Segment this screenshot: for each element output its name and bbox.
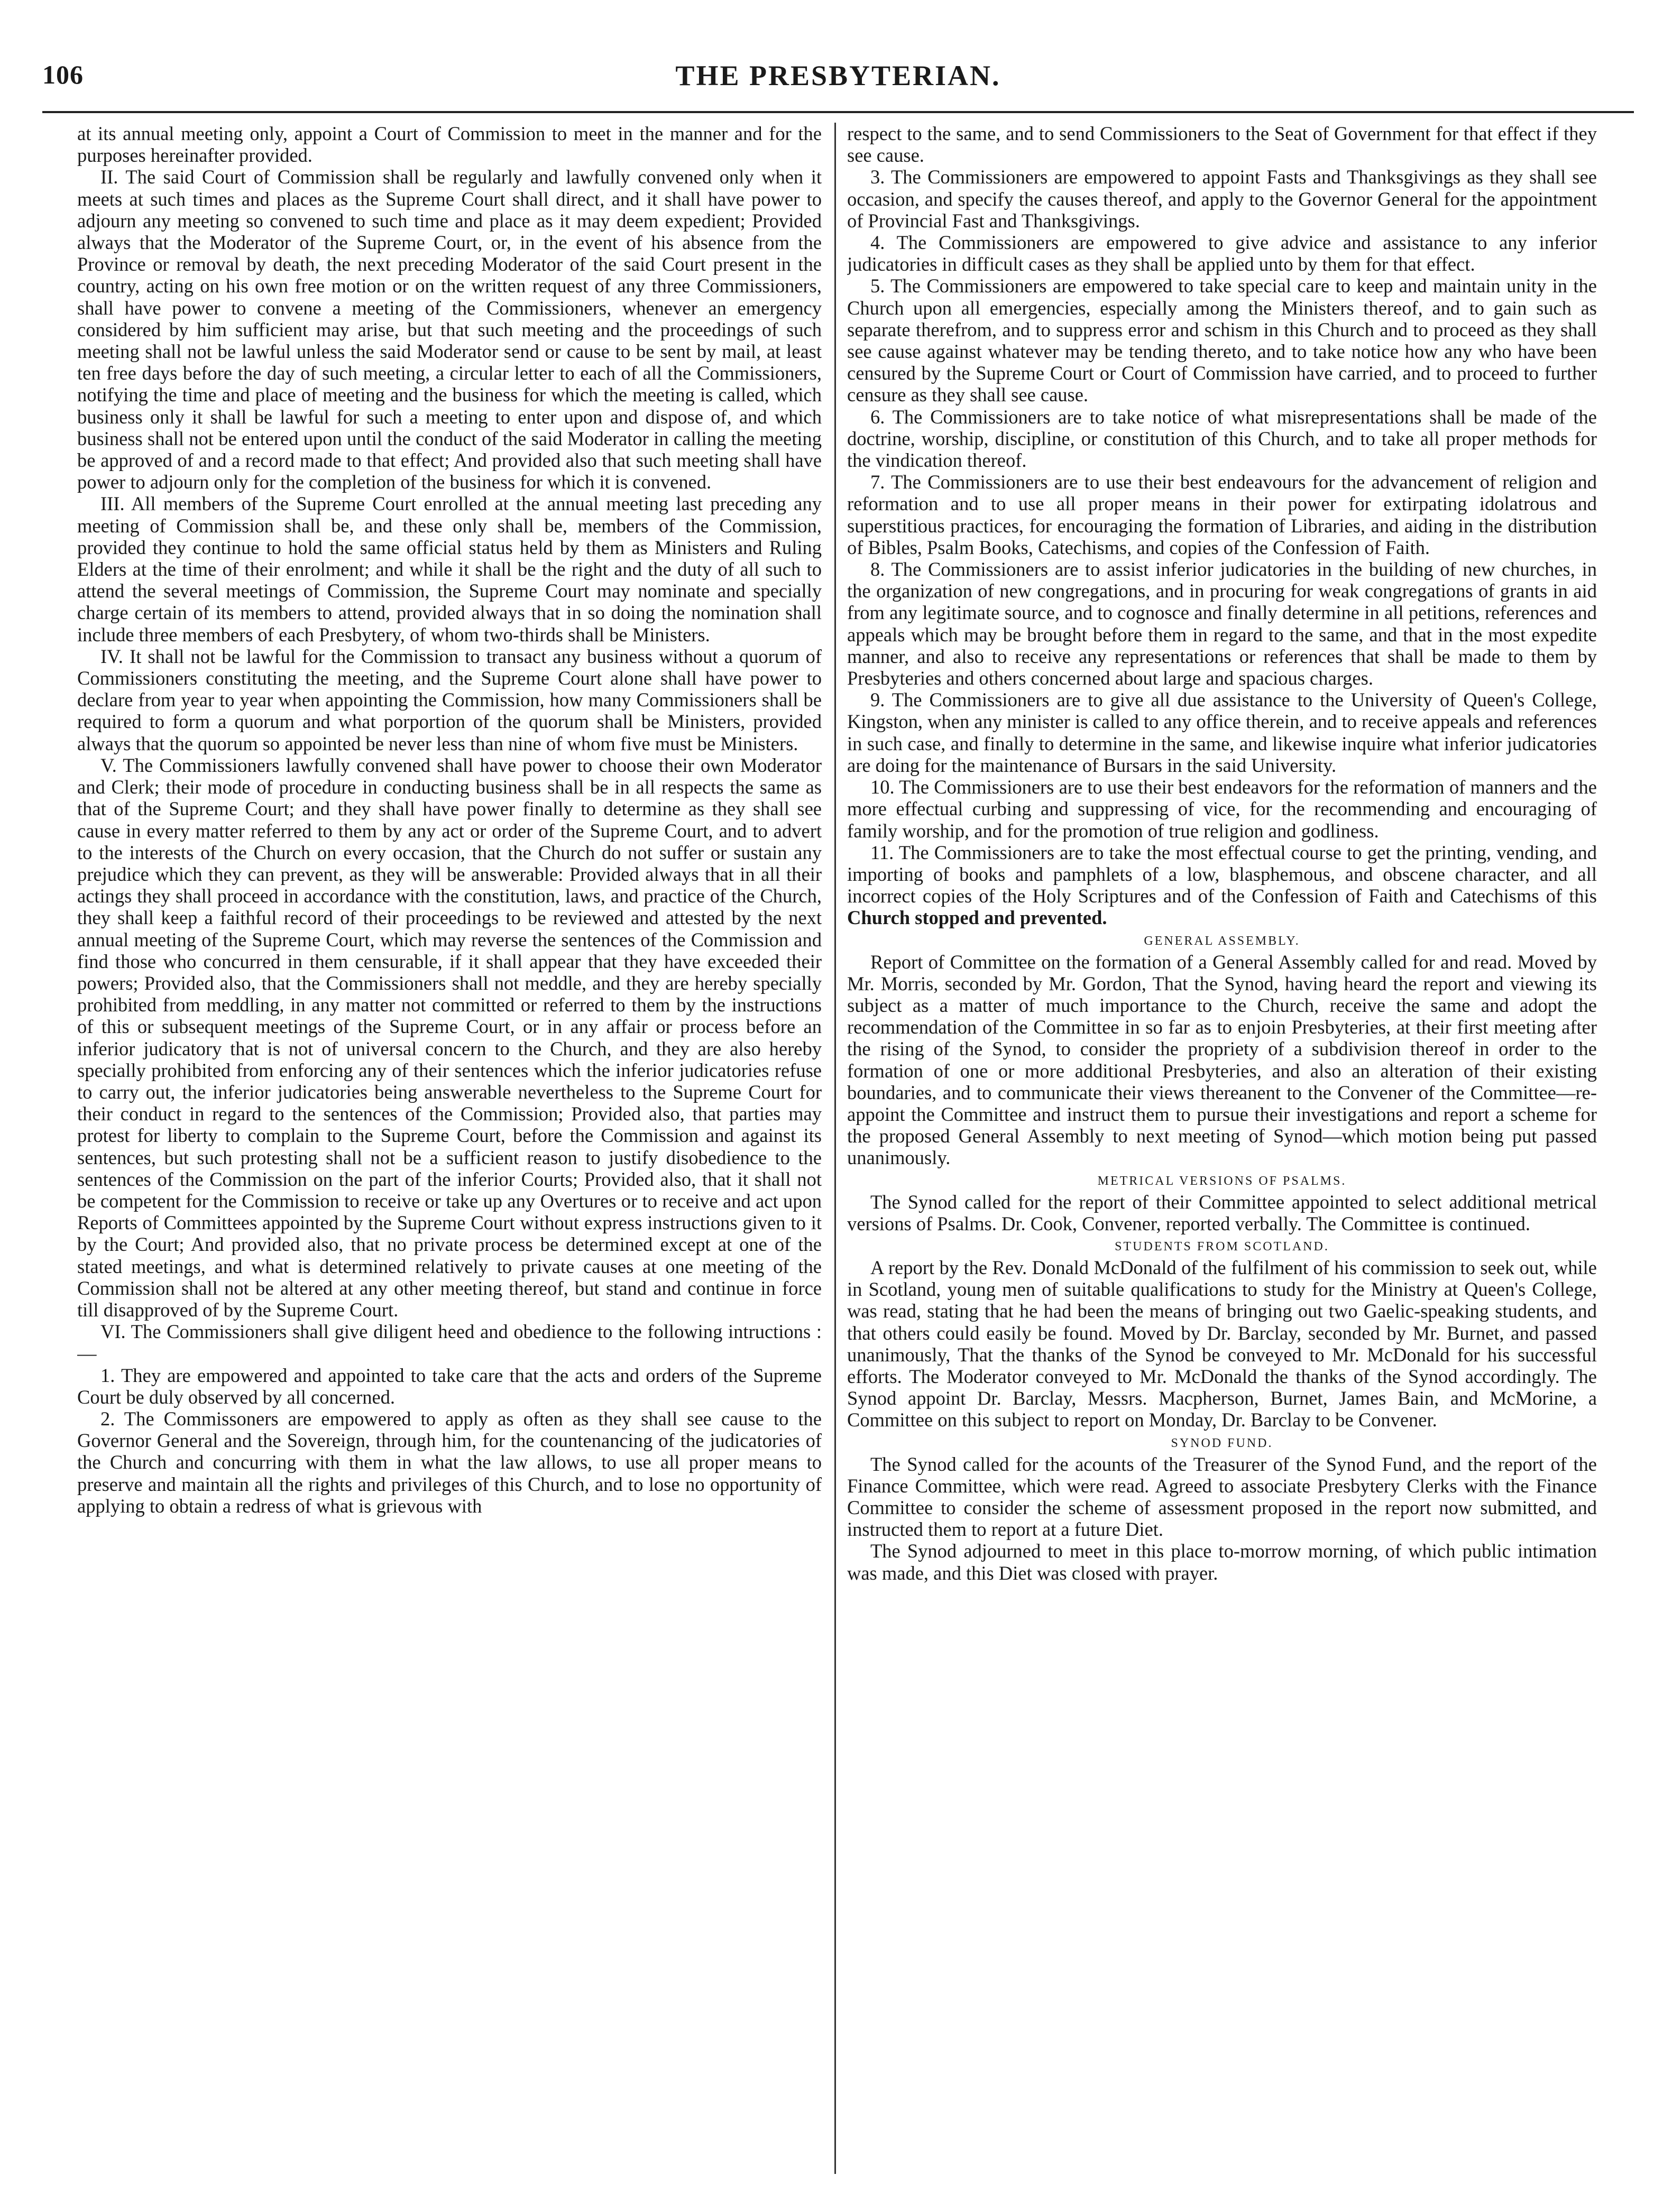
page-number: 106 — [42, 60, 84, 89]
instruction-6: 6. The Commissioners are to take notice of what misrepresentations shall be made of the doctrine, worship, discipline, or constitution of this Church, and to take all proper methods for the vindication thereof. — [847, 405, 1597, 472]
right-column — [847, 123, 1597, 2174]
instruction-10: 10. The Commissioners are to use their best endeavors for the reformation of manners and the more effectual curbing and suppressing of vice, for the recommending and encouraging of family worship, and for the promotion of true religion and godliness. — [847, 776, 1597, 842]
section-text-metrical-psalms: The Synod called for the report of their Committee appointed to select additional metrical versions of Psalms. Dr. Cook, Convener, reported verbally. The Committee is continued. — [847, 1191, 1597, 1234]
running-title: THE PRESBYTERIAN. — [675, 60, 1001, 91]
article-v: V. The Commissioners lawfully convened shall have power to choose their own Moderator and Clerk; their mode of procedure in conducting business shall be in all respects the same as that of the Supreme Court; and they shall have power finally to determine as they shall see cause in every matter referred to them by any act or order of the Supreme Court, and to advert to the interests of the Church on every occasion, that the Church do not suffer or sustain any prejudice which they can prevent, as they will be answerable: Provided always that in all their actings they shall proceed in accordance with the constitution, laws, and practice of the Church, they shall keep a faithful record of their proceedings to be reviewed and attested by the next annual meeting of the Supreme Court, which may reverse the sentences of the Commission and find those who concurred in them censurable, if it shall appear that they have exceeded their powers; Provided also, that the Commissioners shall not meddle, and they are hereby specially prohibited from meddling, in any matter not committed or referred to them by the instructions of this or subsequent meetings of the Supreme Court, or in any affair or process before an inferior judicatory that is not of universal concern to the Church, and they are also hereby specially prohibited from enforcing any of their sentences which the inferior judicatories refuse to carry out, the inferior judicatories being answerable nevertheless to the Supreme Court for their conduct in regard to the sentences of the Commission; Provided also, that parties may protest for liberty to complain to the Supreme Court, before the Commission and against its sentences, but such protesting shall not be a sufficient reason to justify disobedience to the sentences of the Commission on the part of the inferior Courts; Provided also, that it shall not be competent for the Commission to receive or take up any Overtures or to receive and act upon Reports of Committees appointed by the Supreme Court without express instructions given to it by the Court; And provided also, that no private process be determined except at one of the stated meetings, and what is determined relatively to private causes at one meeting of the Commission shall not be altered at any other meeting thereof, but stand and continue in force till disapproved of by the Supreme Court. — [77, 754, 822, 1321]
section-text-general-assembly: Report of Committee on the formation of a General Assembly called for and read. Moved by Mr. Morris, seconded by Mr. Gordon, That the Synod, having heard the report and viewing its subject as a matter of much importance to the Church, receive the same and adopt the recommendation of the Committee in so far as to enjoin Presbyteries, at their first meeting after the rising of the Synod, to consider the propriety of a subdivision thereof in order to the formation of one or more additional Presbyteries, and also an alteration of their existing boundaries, and to communicate their views thereanent to the Convener of the Committee—re-appoint the Committee and instruct them to pursue their investigations and report a scheme for the proposed General Assembly to next meeting of Synod—which motion being put passed unanimously. — [847, 951, 1597, 1169]
instruction-2-continued: respect to the same, and to send Commissioners to the Seat of Government for that effect if they see cause. — [847, 123, 1597, 167]
section-text-students: A report by the Rev. Donald McDonald of the fulfilment of his commission to seek out, while in Scotland, young men of suitable qualifications to study for the Ministry at Queen's College, was read, stating that he had been the means of bringing out two Gaelic-speaking students, and that others could easily be found. Moved by Dr. Barclay, seconded by Mr. Burnet, and passed unanimously, That the thanks of the Synod be conveyed to Mr. McDonald for his successful efforts. The Moderator conveyed to Mr. McDonald the thanks of the Synod accordingly. The Synod appoint Dr. Barclay, Messrs. Macpherson, Burnet, James Bain, and McMorine, a Committee on this subject to report on Monday, Dr. Barclay to be Convener. — [847, 1256, 1597, 1431]
section-heading-metrical-psalms: METRICAL VERSIONS OF PSALMS. — [1097, 1174, 1347, 1188]
column-divider — [834, 123, 836, 2174]
article-vi: VI. The Commissioners shall give diligent heed and obedience to the following intructions :— — [77, 1321, 822, 1365]
instruction-11 — [847, 842, 1597, 929]
instruction-8: 8. The Commissioners are to assist inferior judicatories in the building of new churches, in the organization of new congregations, and in procuring for weak congregations of grants in aid from any legitimate source, and to cognosce and finally determine in all petitions, references and appeals which may be brought before them in regard to the same, and that in the most expedite manner, and also to receive any representations or references that shall be made to them by Presbyteries and others concerned about large and spacious charges. — [847, 558, 1597, 689]
instruction-4: 4. The Commissioners are empowered to give advice and assistance to any inferior judicatories in difficult cases as they shall be applied unto by them for that effect. — [847, 232, 1597, 275]
instruction-3: 3. The Commissioners are empowered to appoint Fasts and Thanksgivings as they shall see occasion, and specify the causes thereof, and apply to the Governor General for the appointment of Provincial Fast and Thanksgivings. — [847, 166, 1597, 232]
header-rule — [42, 111, 1634, 113]
page-header — [42, 59, 1634, 102]
article-ii: II. The said Court of Commission shall be regularly and lawfully convened only when it meets at such times and places as the Supreme Court shall direct, and it shall have power to adjourn any meeting so convened to such time and place as it may deem expedient; Provided always that the Moderator of the Supreme Court, or, in the event of his absence from the Province or removal by death, the next preceding Moderator of the said Court present in the country, acting on his own free motion or on the written request of any three Commissioners, shall have power to convene a meeting of the Commissioners, whenever an emergency considered by him sufficient may arise, but that such meeting and the proceedings of such meeting shall not be lawful unless the said Moderator send or cause to be sent by mail, at least ten free days before the day of such meeting, a circular letter to each of all the Commissioners, notifying the time and place of meeting and the business for which the meeting is called, which business only it shall be lawful for such a meeting to enter upon and dispose of, and which business shall not be entered upon until the conduct of the said Moderator in calling the meeting be approved of and a record made to that effect; And provided also that such meeting shall have power to adjourn only for the completion of the business for which it is convened. — [77, 166, 822, 493]
instruction-1: 1. They are empowered and appointed to take care that the acts and orders of the Supreme Court be duly observed by all concerned. — [77, 1364, 822, 1408]
instruction-5: 5. The Commissioners are empowered to take special care to keep and maintain unity in the Church upon all emergencies, especially among the Ministers thereof, and to gain such as separate therefrom, and to suppress error and schism in this Church and to proceed as they shall see cause against whatever may be tending thereto, and to take notice how any who have been censured by the Supreme Court or Court of Commission have carried, and to proceed to further censure as they shall see cause. — [847, 275, 1597, 406]
article-iii: III. All members of the Supreme Court enrolled at the annual meeting last preceding any meeting of Commission shall be, and these only shall be, members of the Commission, provided they continue to hold the same official status held by them as Ministers and Ruling Elders at the time of their enrolment; and while it shall be the right and the duty of all such to attend the several meetings of Commission, the Supreme Court may nominate and specially charge certain of its members to attend, provided always that in so doing the nomination shall include three members of each Presbytery, of whom two-thirds shall be Ministers. — [77, 493, 822, 646]
section-heading-general-assembly: GENERAL ASSEMBLY. — [1144, 934, 1300, 948]
section-heading-synod-fund: SYNOD FUND. — [1171, 1436, 1273, 1450]
instruction-11-bold: Church stopped and prevented. — [847, 907, 1107, 929]
article-iv: IV. It shall not be lawful for the Commission to transact any business without a quorum of Commissioners constituting the meeting, and the Supreme Court alone shall have power to declare from year to year when appointing the Commission, how many Commissioners shall be required to form a quorum and what porportion of the quorum shall be Ministers, provided always that the quorum so appointed be never less than nine of whom five must be Ministers. — [77, 645, 822, 754]
instruction-11-text: 11. The Commissioners are to take the most effectual course to get the printing, vending, and importing of books and pamphlets of a low, blasphemous, and obscene character, and all incorrect copies of the Holy Scriptures and of the Confession of Faith and Catechisms of this — [847, 841, 1597, 907]
section-text-synod-fund: The Synod called for the acounts of the Treasurer of the Synod Fund, and the report of the Finance Committee, which were read. Agreed to associate Presbytery Clerks with the Finance Committee to consider the scheme of assessment proposed in the report now submitted, and instructed them to report at a future Diet. — [847, 1453, 1597, 1541]
left-paragraph: at its annual meeting only, appoint a Court of Commission to meet in the manner and for the purposes hereinafter provided. — [77, 123, 822, 167]
instruction-7: 7. The Commissioners are to use their best endeavours for the advancement of religion and reformation and to use all proper means in their power for extirpating idolatrous and superstitious practices, for encouraging the formation of Libraries, and aiding in the distribution of Bibles, Psalm Books, Catechisms, and copies of the Confession of Faith. — [847, 471, 1597, 558]
closing-paragraph: The Synod adjourned to meet in this place to-morrow morning, of which public intimation was made, and this Diet was closed with prayer. — [847, 1540, 1597, 1584]
section-heading-students: STUDENTS FROM SCOTLAND. — [1115, 1239, 1329, 1254]
left-column — [77, 123, 822, 2174]
instruction-9: 9. The Commissioners are to give all due assistance to the University of Queen's College, Kingston, when any minister is called to any office therein, and to receive appeals and references in such case, and finally to determine in the same, and likewise inquire what inferior judicatories are doing for the maintenance of Bursars in the said University. — [847, 689, 1597, 776]
instruction-2: 2. The Commissoners are empowered to apply as often as they shall see cause to the Governor General and the Sovereign, through him, for the countenancing of the judicatories of the Church and concurring with them in what the law allows, to use all proper means to preserve and maintain all the rights and privileges of this Church, and to lose no opportunity of applying to obtain a redress of what is grievous with — [77, 1407, 822, 1517]
